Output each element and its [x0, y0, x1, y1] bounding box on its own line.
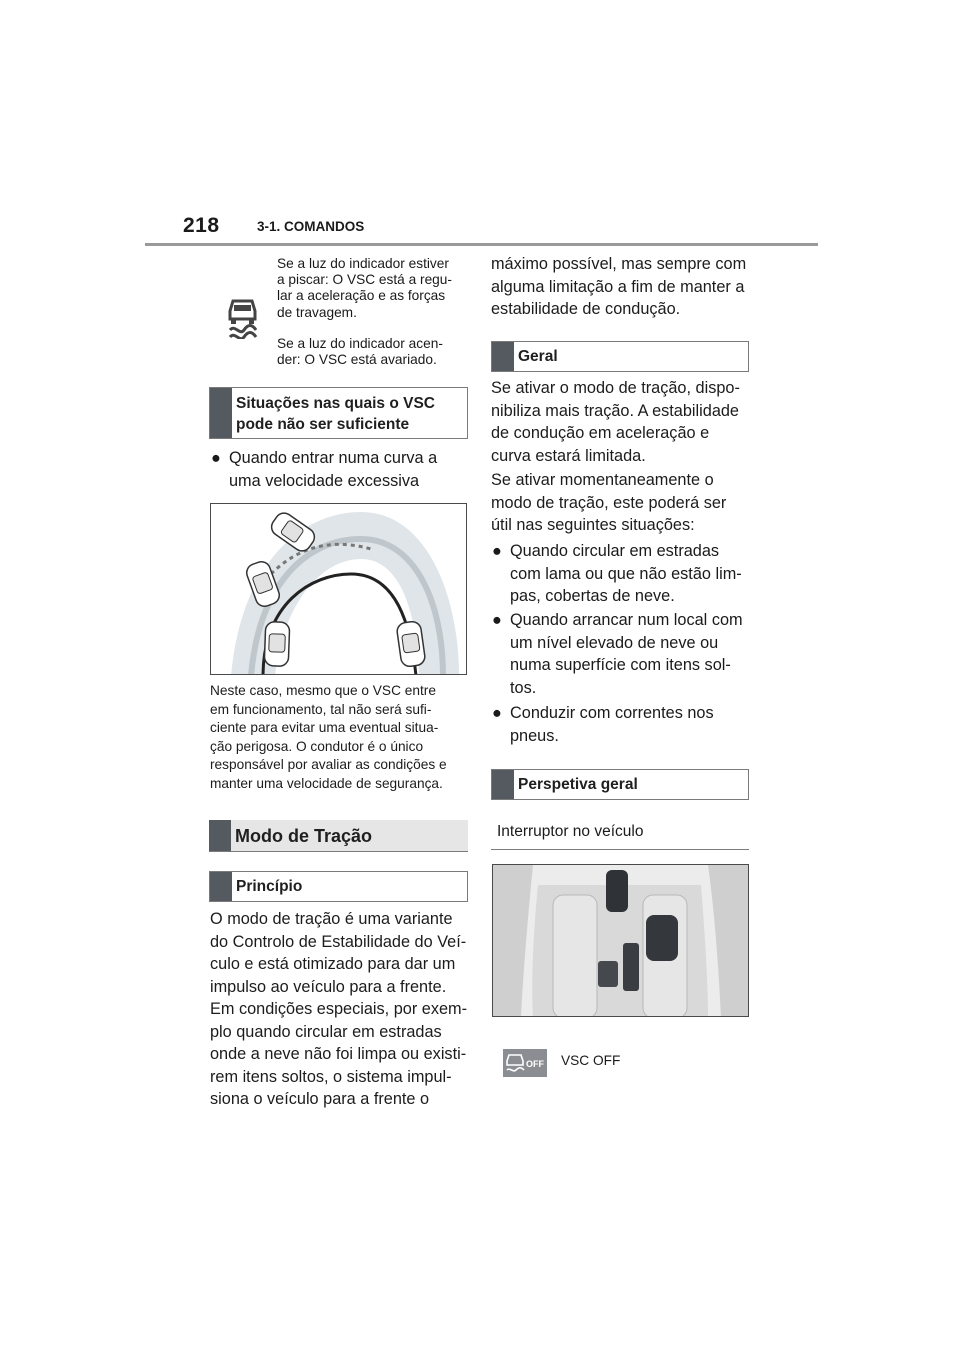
heading-bar [210, 388, 232, 438]
general-paragraph: Se ativar o modo de tração, dispo- nibiliza mais tração. A estabilidade de condução em aceleração e curva estará limitada. [491, 379, 740, 465]
bullet-icon: ● [211, 449, 221, 467]
situations-heading: Situações nas quais o VSC pode não ser suficiente [209, 387, 468, 439]
bullet-icon: ● [492, 704, 502, 722]
principle-heading: Princípio [209, 871, 468, 902]
indicator-on-text: Se a luz do indicador acen- der: O VSC está avariado. [277, 336, 443, 368]
list-item: ● Quando circular em estradas com lama ou que não estão lim- pas, cobertas de neve. [492, 542, 742, 605]
list-item: ● Quando entrar numa curva a uma velocidade excessiva [211, 449, 438, 490]
general-heading: Geral [491, 341, 749, 372]
curve-illustration [210, 503, 467, 675]
principle-paragraph: O modo de tração é uma variante do Controlo de Estabilidade do Veí- culo e está otimizado para dar um impulso ao veículo para a frente. Em condições especiais, por exem- plo quando circular em estradas onde a neve não foi limpa ou existi- rem itens soltos, o sistema impul- siona o veículo para a frente o [210, 910, 467, 1108]
list-item: ● Conduzir com correntes nos pneus. [492, 704, 714, 745]
heading-bar [492, 770, 514, 799]
overview-heading: Perspetiva geral [491, 769, 749, 800]
indicator-blinking-text: Se a luz do indicador estiver a piscar: O VSC está a regu- lar a aceleração e as forças de travagem. [277, 256, 452, 320]
chapter-title: 3-1. COMANDOS [257, 219, 365, 234]
heading-bar [210, 872, 232, 901]
continuation-paragraph: máximo possível, mas sempre com alguma limitação a fim de manter a estabilidade de condução. [491, 255, 747, 318]
center-console-photo [492, 864, 749, 1017]
heading-bar [492, 342, 514, 371]
heading-bar [209, 820, 231, 851]
vsc-off-icon-text: OFF [526, 1059, 544, 1069]
header-rule [145, 243, 818, 246]
vsc-off-label: VSC OFF [561, 1053, 621, 1068]
note-paragraph: Neste caso, mesmo que o VSC entre em funcionamento, tal não será sufi- ciente para evitar uma eventual situa- ção perigosa. O condutor é o único responsável por avaliar as condições e manter uma velocidade de segurança. [210, 683, 447, 791]
vsc-off-icon [503, 1049, 547, 1077]
momentary-paragraph: Se ativar momentaneamente o modo de tração, este poderá ser útil nas seguintes situações: [491, 471, 727, 534]
list-item: ● Quando arrancar num local com um nível elevado de neve ou numa superfície com itens sol- tos. [492, 611, 743, 697]
bullet-icon: ● [492, 611, 502, 629]
page-number: 218 [183, 214, 220, 237]
vsc-indicator-icon [227, 297, 258, 339]
bullet-icon: ● [492, 542, 502, 560]
mode-heading: Modo de Tração [209, 820, 468, 852]
switch-caption: Interruptor no veículo [491, 818, 749, 850]
